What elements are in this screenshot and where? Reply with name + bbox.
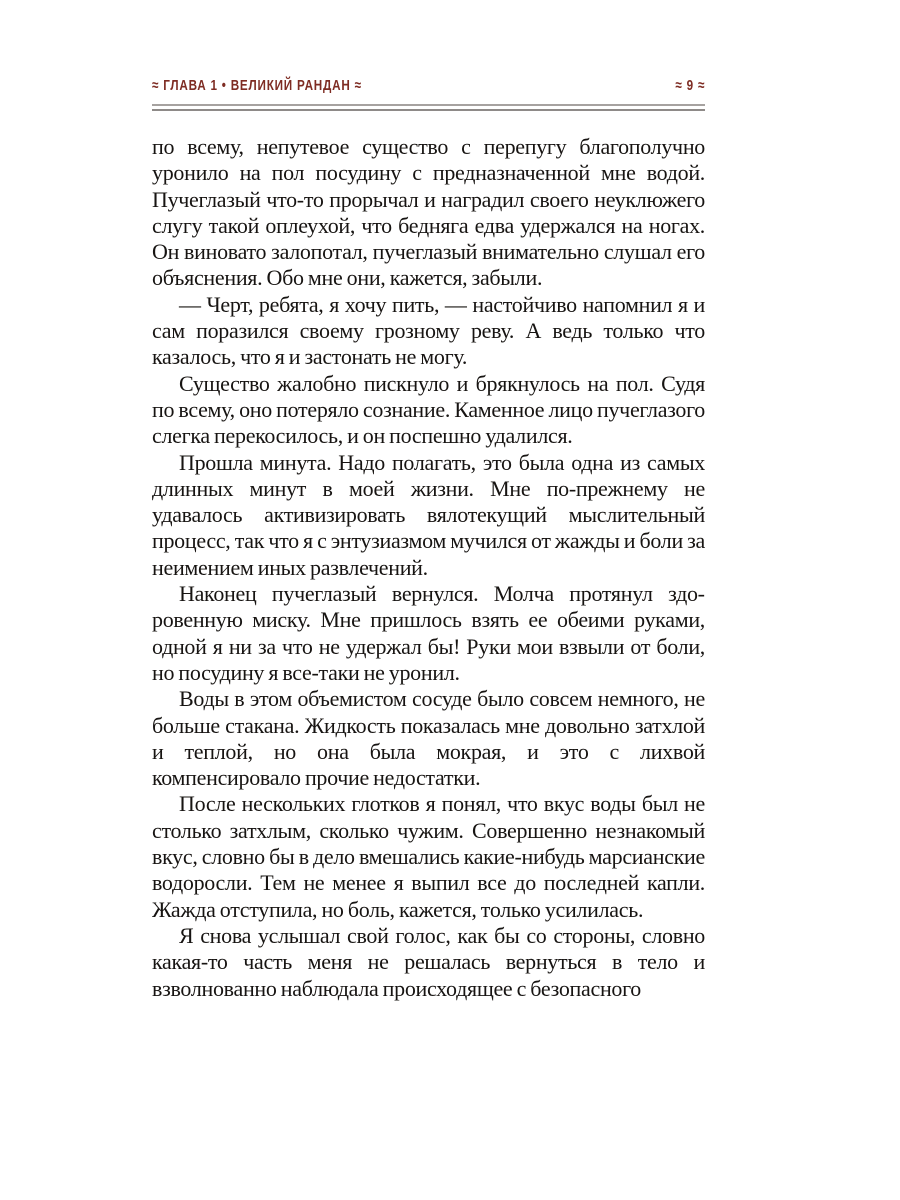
- paragraph: После нескольких глотков я понял, что вкус воды был не столько затхлым, сколько чужим. Совершенно незнакомый вкус, словно бы в дело вмешались какие-нибудь марсианские водоросли. Тем не менее я выпил все до последней капли. Жажда отступила, но боль, кажется, только усилилась.: [152, 791, 705, 922]
- paragraph: Наконец пучеглазый вернулся. Молча протянул здоровенную миску. Мне пришлось взять ее обеими руками, одной я ни за что не удержал бы! Руки мои взвыли от боли, но посудину я все-таки не уронил.: [152, 581, 705, 685]
- page-header: [152, 76, 705, 95]
- page-number: ≈ 9 ≈: [675, 77, 705, 94]
- running-title: ≈ ГЛАВА 1 • ВЕЛИКИЙ РАНДАН ≈: [152, 77, 362, 94]
- paragraph: по всему, непутевое существо с перепугу благополучно уронило на пол посудину с предназначенной мне водой. Пучеглазый что-то прорычал и наградил своего неуклюжего слугу такой оплеухой, что бедняга едва удержался на ногах. Он виновато залопотал, пучеглазый внимательно слушал его объяснения. Обо мне они, кажется, забыли.: [152, 134, 705, 291]
- paragraph: — Черт, ребята, я хочу пить, — настойчиво напомнил я и сам поразился своему грозному реву. А ведь только что казалось, что я и застонать не могу.: [152, 291, 705, 370]
- page-body: [152, 134, 705, 1002]
- text-block: [152, 76, 705, 1002]
- paragraph: Прошла минута. Надо полагать, это была одна из самых длинных минут в моей жизни. Мне по-прежнему не удавалось активизировать вялотекущий мыслительный процесс, так что я с энтузиазмом мучился от жажды и боли за неимением иных развлечений.: [152, 449, 705, 580]
- paragraph: Я снова услышал свой голос, как бы со стороны, словно какая-то часть меня не решалась вернуться в тело и взволнованно наблюдала происходящее с безопасного: [152, 922, 705, 1001]
- paragraph: Воды в этом объемистом сосуде было совсем немного, не больше стакана. Жидкость показалась мне довольно затхлой и теплой, но она была мокрая, и это с лихвой компенсировало прочие недостатки.: [152, 686, 705, 791]
- header-divider-rule: [152, 104, 705, 111]
- paragraph: Существо жалобно пискнуло и брякнулось на пол. Судя по всему, оно потеряло сознание. Каменное лицо пучеглазого слегка перекосилось, и он поспешно удалился.: [152, 370, 705, 449]
